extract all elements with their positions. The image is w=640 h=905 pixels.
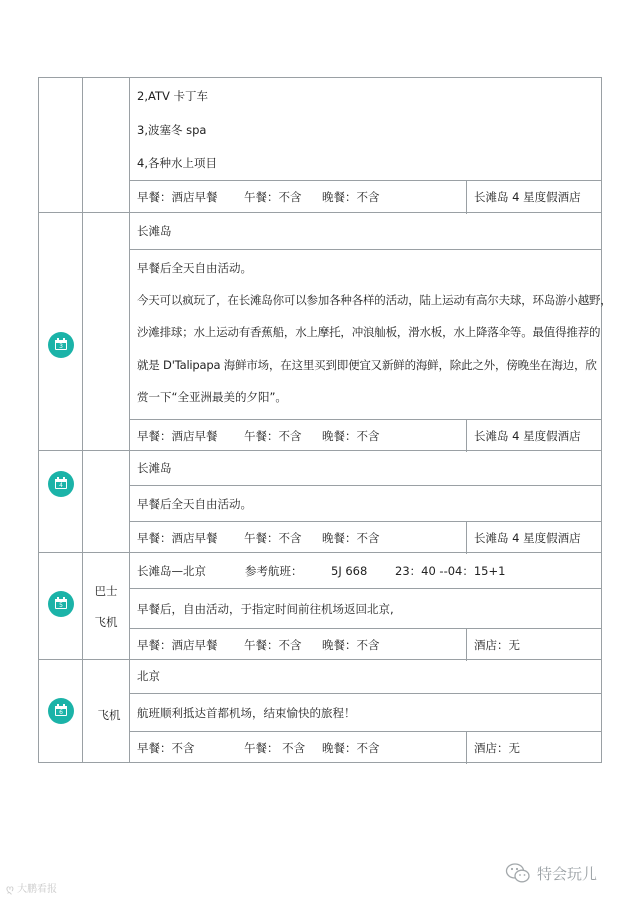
day-row-3 xyxy=(38,212,612,451)
hotel-text: 酒店：无 xyxy=(474,741,520,755)
content-cell xyxy=(129,552,602,660)
day-cell xyxy=(38,659,83,763)
meals-row xyxy=(130,522,601,554)
day-number: 5 xyxy=(59,602,63,609)
location-text: 长滩岛 xyxy=(137,461,172,475)
day-row-6 xyxy=(38,659,602,763)
content-cell xyxy=(129,77,602,213)
description-line: 就是 D'Talipapa 海鲜市场，在这里买到即便宜又新鲜的海鲜，除此之外，傍晚坐在海边，欣 xyxy=(137,358,597,372)
calendar-icon xyxy=(48,471,74,497)
location-text: 长滩岛 xyxy=(137,224,172,238)
description-text: 早餐后全天自由活动。 xyxy=(137,497,252,511)
meals-row xyxy=(130,181,601,214)
dinner-text: 晚餐：不含 xyxy=(322,190,380,204)
content-cell xyxy=(129,212,612,451)
breakfast-text: 早餐：不含 xyxy=(137,741,195,755)
day-cell xyxy=(38,212,83,451)
day-cell xyxy=(38,552,83,660)
calendar-icon xyxy=(48,698,74,724)
weibo-icon: ღ xyxy=(6,884,14,895)
day-number: 6 xyxy=(59,709,63,716)
hotel-text: 长滩岛 4 星度假酒店 xyxy=(474,531,581,545)
day-number: 3 xyxy=(59,343,63,350)
breakfast-text: 早餐：酒店早餐 xyxy=(137,531,218,545)
watermark-right xyxy=(505,862,597,884)
day-row-2 xyxy=(38,77,602,213)
transport-plane: 飞机 xyxy=(94,615,118,629)
hotel-text: 长滩岛 4 星度假酒店 xyxy=(474,429,581,443)
location-row xyxy=(130,660,601,694)
description-text: 航班顺利抵达首都机场，结束愉快的旅程！ xyxy=(137,706,356,720)
day-row-5 xyxy=(38,552,602,660)
watermark-right-text: 特会玩儿 xyxy=(537,864,598,883)
lunch-text: 午餐： 不含 xyxy=(244,741,306,755)
activity-item: 2,ATV 卡丁车 xyxy=(137,89,208,103)
description-line: 沙滩排球；水上运动有香蕉船，水上摩托，冲浪舢板，滑水板，水上降落伞等。最值得推荐的 xyxy=(137,325,601,339)
dinner-text: 晚餐：不含 xyxy=(322,429,380,443)
transport-cell xyxy=(82,212,130,451)
description-line: 赏一下“全亚洲最美的夕阳”。 xyxy=(137,390,287,404)
calendar-icon xyxy=(48,332,74,358)
transport-cell xyxy=(82,77,130,213)
day-row-4 xyxy=(38,450,602,553)
content-cell xyxy=(129,450,602,553)
breakfast-text: 早餐：酒店早餐 xyxy=(137,429,218,443)
lunch-text: 午餐：不含 xyxy=(244,531,302,545)
flight-time: 23：40 --04：15+1 xyxy=(395,564,506,578)
day-cell xyxy=(38,450,83,553)
transport-cell xyxy=(82,659,130,763)
activity-item: 3,波塞冬 spa xyxy=(137,123,207,137)
calendar-icon xyxy=(48,591,74,617)
lunch-text: 午餐：不含 xyxy=(244,638,302,652)
meals-row xyxy=(130,732,601,764)
watermark-left xyxy=(6,880,57,895)
dinner-text: 晚餐：不含 xyxy=(322,638,380,652)
location-row xyxy=(130,213,601,250)
transport-cell xyxy=(82,552,130,660)
hotel-text: 酒店：无 xyxy=(474,638,520,652)
description-block xyxy=(130,250,612,420)
meals-row xyxy=(130,629,601,661)
day-number: 4 xyxy=(59,482,63,489)
description-text: 早餐后，自由活动，于指定时间前往机场返回北京, xyxy=(137,602,394,616)
activity-item: 4,各种水上项目 xyxy=(137,156,217,170)
day-cell xyxy=(38,77,83,213)
lunch-text: 午餐：不含 xyxy=(244,190,302,204)
watermark-left-text: 大鹏看报 xyxy=(17,884,58,895)
flight-number: 5J 668 xyxy=(331,564,368,578)
route-text: 长滩岛—北京 xyxy=(137,564,206,578)
description-row xyxy=(130,486,601,522)
wechat-icon xyxy=(505,862,531,884)
hotel-text: 长滩岛 4 星度假酒店 xyxy=(474,190,581,204)
transport-cell xyxy=(82,450,130,553)
transport-plane: 飞机 xyxy=(97,708,121,722)
transport-bus: 巴士 xyxy=(94,584,118,598)
description-row xyxy=(130,589,601,629)
dinner-text: 晚餐：不含 xyxy=(322,531,380,545)
activity-block xyxy=(130,78,601,181)
description-row xyxy=(130,694,601,732)
breakfast-text: 早餐：酒店早餐 xyxy=(137,190,218,204)
location-text: 北京 xyxy=(137,669,160,683)
breakfast-text: 早餐：酒店早餐 xyxy=(137,638,218,652)
dinner-text: 晚餐：不含 xyxy=(322,741,380,755)
lunch-text: 午餐：不含 xyxy=(244,429,302,443)
route-row xyxy=(130,553,601,589)
description-line: 早餐后全天自由活动。 xyxy=(137,261,252,275)
description-line: 今天可以疯玩了，在长滩岛你可以参加各种各样的活动，陆上运动有高尔夫球，环岛游小越野， xyxy=(137,293,612,307)
location-row xyxy=(130,451,601,486)
content-cell xyxy=(129,659,602,763)
meals-row xyxy=(130,420,601,452)
flight-label: 参考航班： xyxy=(245,564,303,578)
